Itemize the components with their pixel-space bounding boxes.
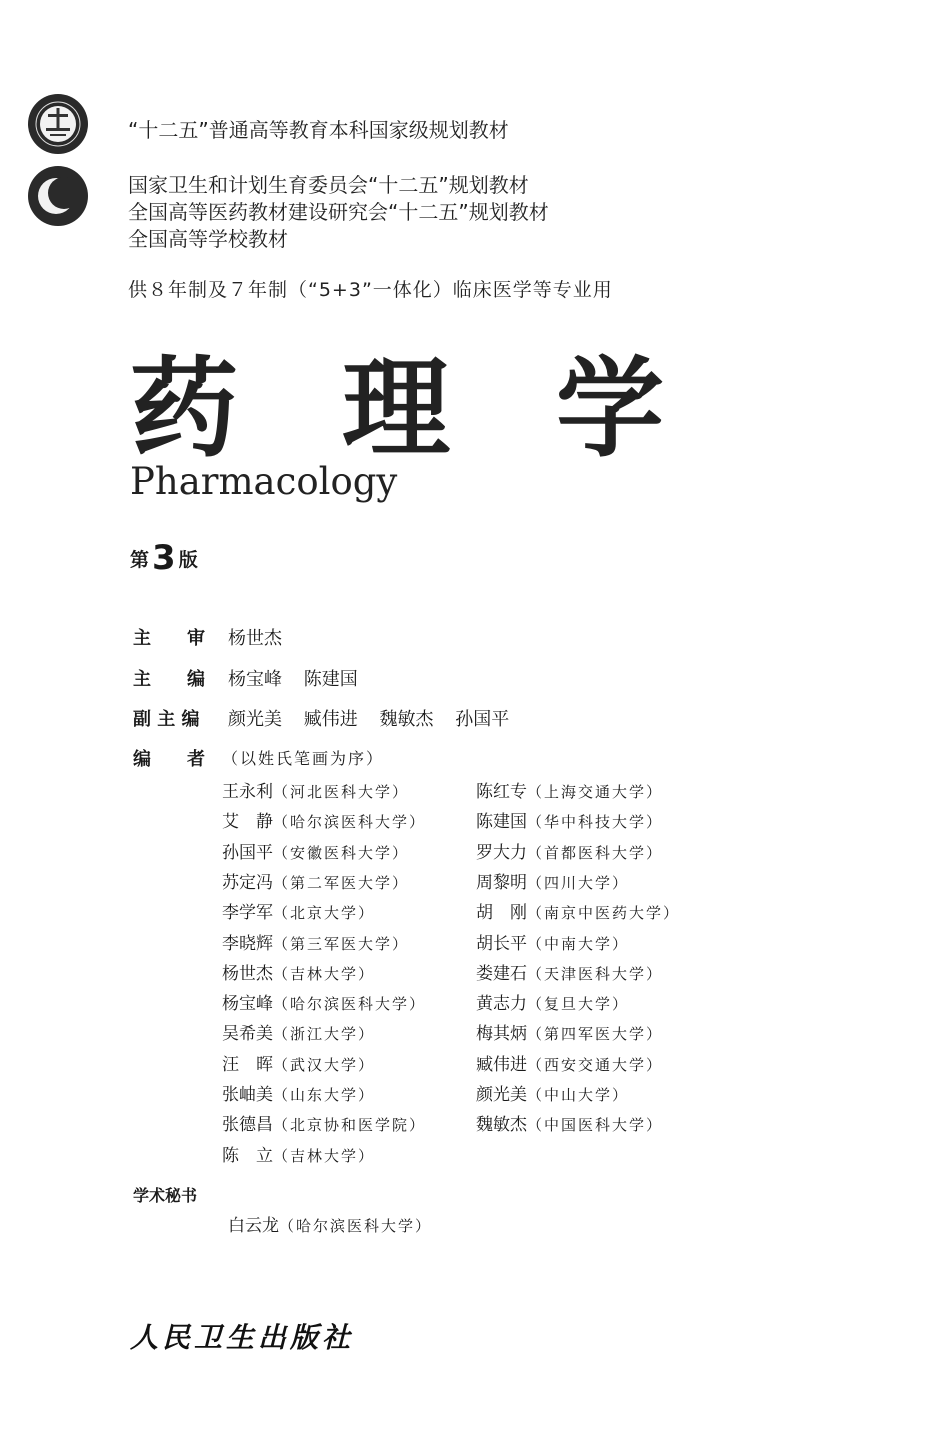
author-name: 孙国平: [222, 842, 273, 863]
author-name: 苏定冯: [222, 872, 273, 893]
author-affiliation: （第四军医大学）: [527, 1025, 664, 1044]
secretary-name: 白云龙: [228, 1216, 279, 1236]
author-name: 陈红专: [476, 782, 527, 802]
deputy-editor-name: 颜光美: [228, 709, 282, 730]
author-name: 胡 刚: [476, 903, 527, 924]
author-affiliation: （中南大学）: [527, 934, 630, 953]
deputy-editor-name: 魏敏杰: [379, 709, 434, 730]
author-affiliation: （北京大学）: [273, 904, 376, 923]
author-entry: [222, 1080, 375, 1105]
deputy-editor-name: 臧伟进: [303, 709, 358, 730]
reviewer-names: [228, 624, 298, 650]
author-entry: [222, 989, 426, 1014]
author-name: 娄建石: [476, 963, 527, 984]
author-entry: [222, 1050, 375, 1075]
secretary-label: 学术秘书: [133, 1186, 198, 1205]
editor-label: 主 编: [133, 669, 205, 690]
author-entry: [476, 1110, 663, 1135]
series-line-4: 全国高等学校教材: [128, 227, 288, 251]
author-affiliation: （天津医科大学）: [527, 964, 664, 983]
series-line-1: “十二五”普通高等教育本科国家级规划教材: [128, 118, 509, 142]
edition-label: [130, 538, 198, 578]
author-entry: [222, 959, 375, 984]
crescent-logo-icon: [28, 166, 88, 226]
author-affiliation: （武汉大学）: [273, 1055, 376, 1074]
edition-prefix: 第: [130, 549, 150, 571]
author-name: 周黎明: [476, 872, 527, 893]
author-affiliation: （华中科技大学）: [527, 813, 664, 832]
author-name: 黄志力: [476, 994, 527, 1015]
author-name: 胡长平: [476, 933, 527, 954]
author-affiliation: （河北医科大学）: [273, 783, 410, 801]
author-entry: [222, 838, 409, 863]
author-entry: [476, 898, 680, 923]
author-name: 杨世杰: [222, 963, 273, 984]
author-affiliation: （安徽医科大学）: [273, 843, 410, 862]
author-name: 陈 立: [222, 1145, 273, 1166]
author-affiliation: （西安交通大学）: [527, 1055, 664, 1074]
usage-note: 供８年制及７年制（“5+3”一体化）临床医学等专业用: [128, 279, 613, 301]
author-entry: [222, 929, 409, 954]
author-name: 罗大力: [476, 842, 527, 863]
author-affiliation: （上海交通大学）: [527, 783, 664, 801]
author-entry: [222, 868, 409, 893]
emblem-12th-five-year-icon: [28, 94, 88, 154]
series-line-2: 国家卫生和计划生育委员会“十二五”规划教材: [128, 173, 529, 197]
author-name: 汪 晖: [222, 1054, 273, 1075]
book-title-chinese: [130, 322, 690, 472]
deputy-editor-names: [228, 705, 525, 731]
editor-name: 杨宝峰: [228, 669, 282, 690]
reviewer-name: 杨世杰: [228, 628, 282, 649]
author-name: 李学军: [222, 903, 273, 924]
author-entry: [222, 1110, 426, 1135]
author-name: 艾 静: [222, 812, 273, 833]
author-name: 张德昌: [222, 1115, 273, 1136]
author-affiliation: （第三军医大学）: [273, 934, 410, 953]
author-affiliation: （南京中医药大学）: [527, 904, 681, 923]
author-entry: [222, 777, 409, 802]
author-entry: [476, 1019, 663, 1044]
author-affiliation: （中山大学）: [527, 1086, 630, 1104]
author-affiliation: （哈尔滨医科大学）: [273, 995, 427, 1014]
author-affiliation: （吉林大学）: [273, 1146, 376, 1165]
author-entry: [476, 807, 663, 832]
publisher-name: 人民卫生出版社: [130, 1321, 355, 1354]
title-char-2: 理: [342, 347, 451, 472]
author-affiliation: （中国医科大学）: [527, 1116, 664, 1135]
author-name: 颜光美: [476, 1085, 527, 1105]
author-affiliation: （哈尔滨医科大学）: [273, 813, 427, 832]
authors-order-note: （以姓氏笔画为序）: [222, 749, 385, 768]
author-name: 张岫美: [222, 1085, 273, 1105]
authors-label: 编 者: [133, 749, 205, 770]
author-affiliation: （第二军医大学）: [273, 873, 410, 892]
author-entry: [222, 807, 426, 832]
series-line-3: 全国高等医药教材建设研究会“十二五”规划教材: [128, 200, 549, 224]
author-affiliation: （北京协和医学院）: [273, 1116, 427, 1135]
author-affiliation: （吉林大学）: [273, 964, 376, 983]
author-entry: [476, 929, 629, 954]
author-affiliation: （四川大学）: [527, 873, 630, 892]
author-entry: [476, 838, 663, 863]
author-entry: [476, 959, 663, 984]
book-title-english: Pharmacology: [130, 460, 398, 503]
author-entry: [476, 989, 629, 1014]
author-entry: [476, 1080, 629, 1105]
author-name: 李晓辉: [222, 933, 273, 954]
author-affiliation: （复旦大学）: [527, 995, 630, 1014]
author-entry: [222, 1019, 375, 1044]
author-entry: [476, 777, 663, 802]
author-entry: [476, 1050, 663, 1075]
author-name: 臧伟进: [476, 1054, 527, 1075]
author-affiliation: （首都医科大学）: [527, 843, 664, 862]
secretary-entry: [228, 1211, 432, 1236]
author-name: 吴希美: [222, 1024, 273, 1045]
author-entry: [222, 898, 375, 923]
author-affiliation: （山东大学）: [273, 1086, 376, 1104]
edition-number: 3: [152, 538, 176, 578]
author-name: 王永利: [222, 782, 273, 802]
title-char-1: 药: [130, 347, 239, 472]
reviewer-label: 主 审: [133, 628, 205, 649]
title-char-3: 学: [556, 347, 665, 472]
editor-names: [228, 665, 374, 691]
author-name: 梅其炳: [476, 1024, 527, 1045]
editor-name: 陈建国: [303, 669, 358, 690]
author-name: 杨宝峰: [222, 994, 273, 1015]
edition-suffix: 版: [178, 549, 198, 571]
deputy-editor-label: 副 主 编: [133, 709, 200, 730]
secretary-affiliation: （哈尔滨医科大学）: [279, 1217, 433, 1235]
author-entry: [476, 868, 629, 893]
author-affiliation: （浙江大学）: [273, 1025, 376, 1044]
deputy-editor-name: 孙国平: [455, 709, 510, 730]
author-name: 魏敏杰: [476, 1115, 527, 1136]
author-entry: [222, 1141, 375, 1166]
author-name: 陈建国: [476, 812, 527, 833]
